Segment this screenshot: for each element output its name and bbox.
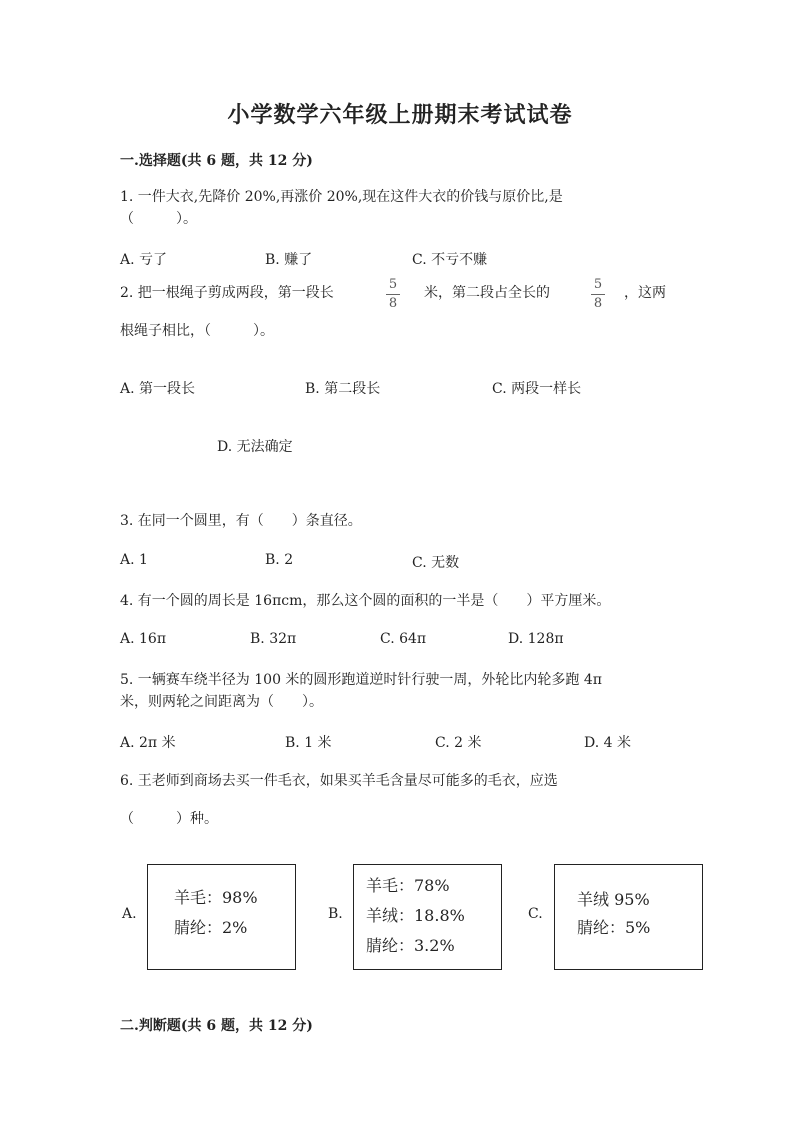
question-5-option-c[interactable]: C. 2 米 (435, 735, 482, 751)
question-2-text-part1: 2. 把一根绳子剪成两段，第一段长 (120, 285, 334, 301)
question-5-option-a[interactable]: A. 2π 米 (120, 735, 176, 751)
box-c-line-1: 羊绒 95% (577, 890, 650, 909)
question-6-option-c-label[interactable]: C. (528, 906, 543, 922)
question-3-option-b[interactable]: B. 2 (265, 552, 294, 568)
question-1-line2: （ ）。 (120, 211, 197, 227)
question-3-line1: 3. 在同一个圆里，有（ ）条直径。 (120, 513, 362, 529)
question-1-option-a[interactable]: A. 亏了 (120, 252, 168, 268)
box-a-line-2: 腈纶：2% (174, 918, 248, 937)
question-6-line2: （ ）种。 (120, 811, 218, 827)
question-4-line1: 4. 有一个圆的周长是 16πcm，那么这个圆的面积的一半是（ ）平方厘米。 (120, 593, 611, 609)
question-5-line2: 米，则两轮之间距离为（ ）。 (120, 694, 323, 710)
fraction-bar (386, 294, 400, 295)
question-1-line1: 1. 一件大衣,先降价 20%,再涨价 20%,现在这件大衣的价钱与原价比,是 (120, 189, 563, 205)
question-4-option-d[interactable]: D. 128π (508, 631, 564, 647)
box-c-line-2: 腈纶：5% (577, 918, 651, 937)
question-2-line2: 根绳子相比，（ ）。 (120, 323, 274, 339)
fraction-numerator: 5 (593, 277, 603, 292)
question-6-option-b-box[interactable] (353, 864, 502, 970)
question-4-option-b[interactable]: B. 32π (250, 631, 297, 647)
fraction-five-eighths-2 (589, 278, 607, 311)
box-b-line-3: 腈纶：3.2% (366, 936, 455, 955)
question-6-option-a-box[interactable] (147, 864, 296, 970)
box-a-line-1: 羊毛：98% (174, 888, 258, 907)
fraction-bar (591, 294, 605, 295)
question-4-option-c[interactable]: C. 64π (380, 631, 427, 647)
question-5-option-b[interactable]: B. 1 米 (285, 735, 332, 751)
section-heading-judgment: 二.判断题(共 6 题，共 12 分) (120, 1018, 313, 1034)
question-3-option-a[interactable]: A. 1 (120, 552, 148, 568)
question-6-option-b-label[interactable]: B. (328, 906, 343, 922)
question-4-option-a[interactable]: A. 16π (120, 631, 167, 647)
question-2-option-b[interactable]: B. 第二段长 (305, 381, 381, 397)
question-6-option-a-label[interactable]: A. (122, 906, 137, 922)
fraction-denominator: 8 (593, 296, 603, 311)
box-b-line-1: 羊毛：78% (366, 876, 450, 895)
question-6-option-c-box[interactable] (554, 864, 703, 970)
question-2-text-part3: ，这两 (624, 285, 666, 301)
question-3-option-c[interactable]: C. 无数 (412, 555, 460, 571)
question-6-line1: 6. 王老师到商场去买一件毛衣，如果买羊毛含量尽可能多的毛衣，应选 (120, 773, 558, 789)
fraction-numerator: 5 (388, 277, 398, 292)
question-1-option-c[interactable]: C. 不亏不赚 (412, 252, 488, 268)
question-2-text-part2: 米，第二段占全长的 (424, 285, 550, 301)
question-5-option-d[interactable]: D. 4 米 (584, 735, 631, 751)
section-heading-choice: 一.选择题(共 6 题，共 12 分) (120, 153, 313, 169)
question-5-line1: 5. 一辆赛车绕半径为 100 米的圆形跑道逆时针行驶一周，外轮比内轮多跑 4π (120, 672, 602, 688)
question-2-option-a[interactable]: A. 第一段长 (120, 381, 196, 397)
page-title: 小学数学六年级上册期末考试试卷 (227, 102, 573, 128)
question-2-option-c[interactable]: C. 两段一样长 (492, 381, 582, 397)
question-2-option-d[interactable]: D. 无法确定 (217, 439, 293, 455)
question-1-option-b[interactable]: B. 赚了 (265, 252, 313, 268)
fraction-denominator: 8 (388, 296, 398, 311)
fraction-five-eighths-1 (384, 278, 402, 311)
box-b-line-2: 羊绒：18.8% (366, 906, 465, 925)
